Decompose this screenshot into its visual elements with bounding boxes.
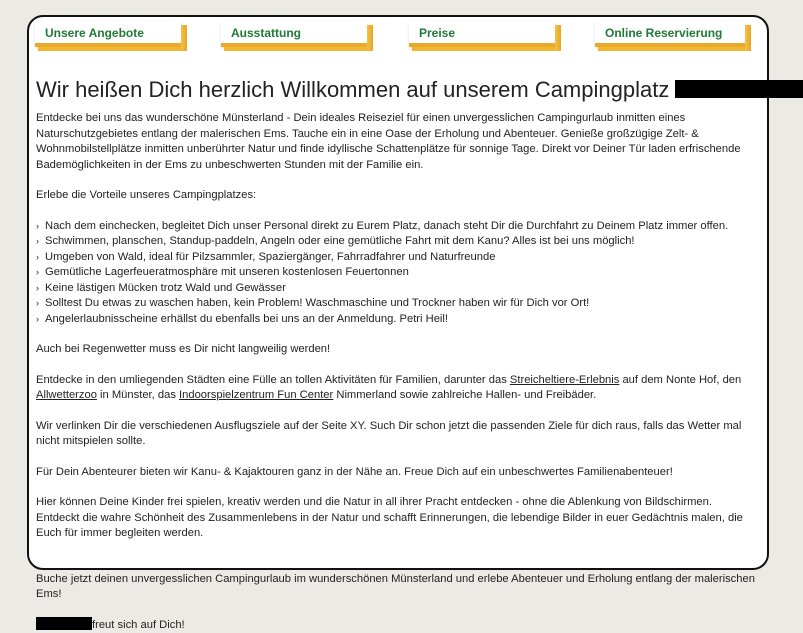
cities-text-4: Nimmerland sowie zahlreiche Hallen- und Freibäder. — [333, 389, 596, 401]
page-frame — [27, 15, 769, 570]
cities-paragraph — [36, 373, 757, 404]
main-content — [36, 77, 757, 633]
benefits-heading: Erlebe die Vorteile unseres Campingplatzes: — [36, 188, 757, 204]
list-item: › Keine lästigen Mücken trotz Wald und Gewässer — [36, 281, 757, 297]
signoff-text: freut sich auf Dich! — [92, 619, 185, 631]
nav-tab-ausstattung[interactable]: Ausstattung — [221, 21, 367, 47]
rain-paragraph: Auch bei Regenwetter muss es Dir nicht langweilig werden! — [36, 342, 757, 358]
cities-text-1: Entdecke in den umliegenden Städten eine Fülle an tollen Aktivitäten für Familien, darunter das — [36, 374, 510, 386]
link-fun-center[interactable]: Indoorspielzentrum Fun Center — [179, 389, 333, 401]
redacted-name — [675, 80, 803, 98]
canoe-paragraph: Für Dein Abenteurer bieten wir Kanu- & Kajaktouren ganz in der Nähe an. Freue Dich auf ein unbeschwertes Familienabenteuer! — [36, 465, 757, 481]
link-allwetterzoo[interactable]: Allwetterzoo — [36, 389, 97, 401]
list-item: › Schwimmen, planschen, Standup-paddeln, Angeln oder eine gemütliche Fahrt mit dem Kanu? Alles ist bei uns möglich! — [36, 234, 757, 250]
cities-text-3: in Münster, das — [97, 389, 179, 401]
list-item: › Nach dem einchecken, begleitet Dich unser Personal direkt zu Eurem Platz, danach steht Dir die Durchfahrt zu Deinem Platz immer offen. — [36, 219, 757, 235]
cities-text-2: auf dem Nonte Hof, den — [619, 374, 741, 386]
page-title — [36, 77, 757, 103]
main-navigation — [29, 17, 767, 67]
page-title-text: Wir heißen Dich herzlich Willkommen auf unserem Campingplatz — [36, 77, 669, 102]
list-item: › Solltest Du etwas zu waschen haben, kein Problem! Waschmaschine und Trockner haben wir für Dich vor Ort! — [36, 296, 757, 312]
redacted-signature — [36, 617, 92, 630]
benefits-list — [36, 219, 757, 328]
list-item: › Gemütliche Lagerfeueratmosphäre mit unseren kostenlosen Feuertonnen — [36, 265, 757, 281]
kids-paragraph: Hier können Deine Kinder frei spielen, kreativ werden und die Natur in all ihrer Pracht entdecken - ohne die Ablenkung von Bildschirmen. Entdeckt die wahre Schönheit des Zusammenlebens in der Natur und schafft Erinnerungen, die lebendige Bilder in euer Gedächtnis malen, die Euch für immer begleiten werden. — [36, 495, 757, 542]
links-paragraph: Wir verlinken Dir die verschiedenen Ausflugsziele auf der Seite XY. Such Dir schon jetzt die passenden Ziele für dich raus, falls das Wetter mal nicht mitspielen sollte. — [36, 419, 757, 450]
book-paragraph: Buche jetzt deinen unvergesslichen Campingurlaub im wunderschönen Münsterland und erlebe Abenteuer und Erholung entlang der malerischen Ems! — [36, 572, 757, 603]
nav-tab-unsere-angebote[interactable]: Unsere Angebote — [35, 21, 181, 47]
list-item: › Umgeben von Wald, ideal für Pilzsammler, Spaziergänger, Fahrradfahrer und Naturfreunde — [36, 250, 757, 266]
link-streicheltiere[interactable]: Streicheltiere-Erlebnis — [510, 374, 619, 386]
nav-tab-preise[interactable]: Preise — [409, 21, 555, 47]
list-item: › Angelerlaubnisscheine erhällst du ebenfalls bei uns an der Anmeldung. Petri Heil! — [36, 312, 757, 328]
nav-tab-online-reservierung[interactable]: Online Reservierung — [595, 21, 745, 47]
intro-paragraph: Entdecke bei uns das wunderschöne Münsterland - Dein ideales Reiseziel für einen unvergesslichen Campingurlaub inmitten eines Naturschutzgebietes entlang der malerischen Ems. Tauche ein in eine Oase der Erholung und Abenteuer. Genieße großzügige Zelt- & Wohnmobilstellplätze inmitten unberührter Natur und finde idyllische Schattenplätze für sonnige Tage. Direkt vor Deiner Tür laden erfrischende Bademöglichkeiten in der Ems zu unbeschwerten Stunden mit der Familie ein. — [36, 111, 757, 173]
signoff-paragraph — [36, 618, 757, 633]
